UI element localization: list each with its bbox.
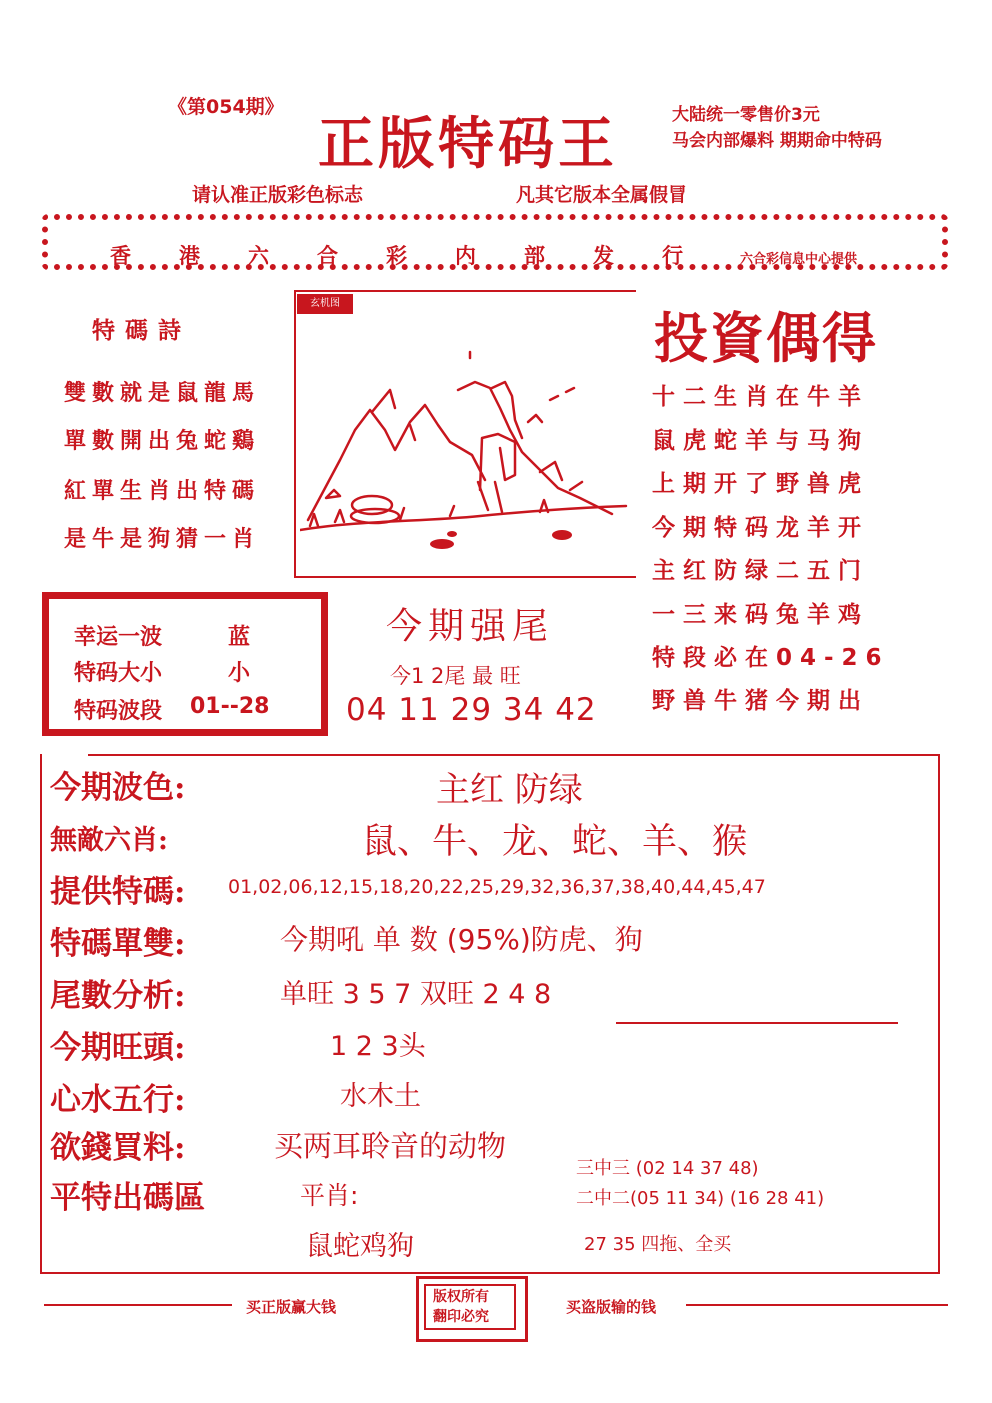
banner-text: 香港六合彩内部发行 bbox=[110, 243, 731, 268]
luck-label: 特码大小 bbox=[74, 661, 163, 686]
strong-tail-title: 今期强尾 bbox=[386, 606, 555, 647]
price-note: 大陆统一零售价3元 bbox=[672, 105, 820, 125]
element-label: 心水五行: bbox=[50, 1082, 186, 1118]
separator-line bbox=[616, 1022, 898, 1024]
six-label: 無敵六肖: bbox=[50, 825, 168, 856]
tail-label: 尾數分析: bbox=[50, 978, 186, 1014]
color-label: 今期波色: bbox=[50, 770, 186, 806]
authentic-note: 请认准正版彩色标志 bbox=[192, 184, 364, 206]
poem-line: 紅單生肖出特碼 bbox=[64, 478, 261, 504]
poem-line: 是牛是狗猜一肖 bbox=[64, 526, 261, 552]
head-value: 1 2 3头 bbox=[330, 1031, 426, 1062]
picture-stamp: 玄机图 bbox=[297, 294, 353, 314]
ping-label: 平肖: bbox=[300, 1181, 359, 1210]
invest-line: 野兽牛猪今期出 bbox=[652, 688, 869, 714]
invest-line: 主红防绿二五门 bbox=[652, 558, 869, 584]
insider-note: 马会内部爆料 期期命中特码 bbox=[672, 131, 882, 151]
color-value: 主红 防绿 bbox=[436, 770, 583, 810]
poem-title: 特碼詩 bbox=[92, 317, 191, 344]
parity-value: 今期吼 单 数 (95%)防虎、狗 bbox=[280, 923, 643, 956]
codes-value: 01,02,06,12,15,18,20,22,25,29,32,36,37,38,40,44,45,47 bbox=[228, 876, 766, 898]
footer-line-left bbox=[44, 1304, 232, 1306]
buy-real-note: 买正版赢大钱 bbox=[246, 1298, 337, 1316]
zone-label: 平特出碼區 bbox=[50, 1180, 205, 1216]
strong-tail-sub: 今1 2尾 最 旺 bbox=[390, 664, 521, 688]
luck-value: 01--28 bbox=[190, 694, 270, 719]
strong-tail-numbers: 04 11 29 34 42 bbox=[346, 692, 597, 728]
riddle-label: 欲錢買料: bbox=[50, 1130, 186, 1166]
issue-number: 《第054期》 bbox=[168, 96, 284, 118]
six-value: 鼠、牛、龙、蛇、羊、猴 bbox=[362, 822, 748, 862]
codes-label: 提供特碼: bbox=[50, 874, 186, 910]
landscape-sketch-icon bbox=[300, 330, 630, 570]
parity-label: 特碼單雙: bbox=[50, 926, 186, 962]
element-value: 水木土 bbox=[340, 1081, 421, 1112]
banner-credit: 六合彩信息中心提供 bbox=[740, 252, 858, 267]
copyright-line: 版权所有 bbox=[433, 1289, 489, 1305]
page-title: 正版特码王 bbox=[318, 111, 618, 177]
luck-value: 小 bbox=[228, 661, 251, 686]
buy-fake-note: 买盗版输的钱 bbox=[566, 1298, 657, 1316]
fake-warning: 凡其它版本全属假冒 bbox=[516, 184, 688, 206]
head-label: 今期旺頭: bbox=[50, 1030, 186, 1066]
invest-line: 十二生肖在牛羊 bbox=[652, 384, 869, 410]
invest-line: 一三来码兔羊鸡 bbox=[652, 602, 869, 628]
poem-line: 單數開出兔蛇鷄 bbox=[64, 428, 261, 454]
ping-value: 鼠蛇鸡狗 bbox=[306, 1231, 414, 1262]
luck-label: 特码波段 bbox=[74, 699, 163, 724]
invest-line: 特段必在04-26 bbox=[652, 645, 890, 671]
main-top-line bbox=[88, 754, 940, 756]
tail-value: 单旺 3 5 7 双旺 2 4 8 bbox=[280, 979, 552, 1010]
luck-label: 幸运一波 bbox=[74, 625, 163, 650]
luck-value: 蓝 bbox=[228, 625, 251, 650]
invest-line: 今期特码龙羊开 bbox=[652, 515, 869, 541]
riddle-value: 买两耳聆音的动物 bbox=[274, 1129, 507, 1163]
combo-two: 二中二(05 11 34) (16 28 41) bbox=[576, 1188, 825, 1209]
combo-drag: 27 35 四拖、全买 bbox=[584, 1234, 732, 1255]
invest-line: 鼠虎蛇羊与马狗 bbox=[652, 428, 869, 454]
copyright-line: 翻印必究 bbox=[433, 1309, 489, 1325]
footer-line-right bbox=[686, 1304, 948, 1306]
poem-line: 雙數就是鼠龍馬 bbox=[64, 380, 261, 406]
invest-title: 投資偶得 bbox=[654, 306, 878, 370]
combo-three: 三中三 (02 14 37 48) bbox=[576, 1158, 759, 1179]
invest-line: 上期开了野兽虎 bbox=[652, 471, 869, 497]
